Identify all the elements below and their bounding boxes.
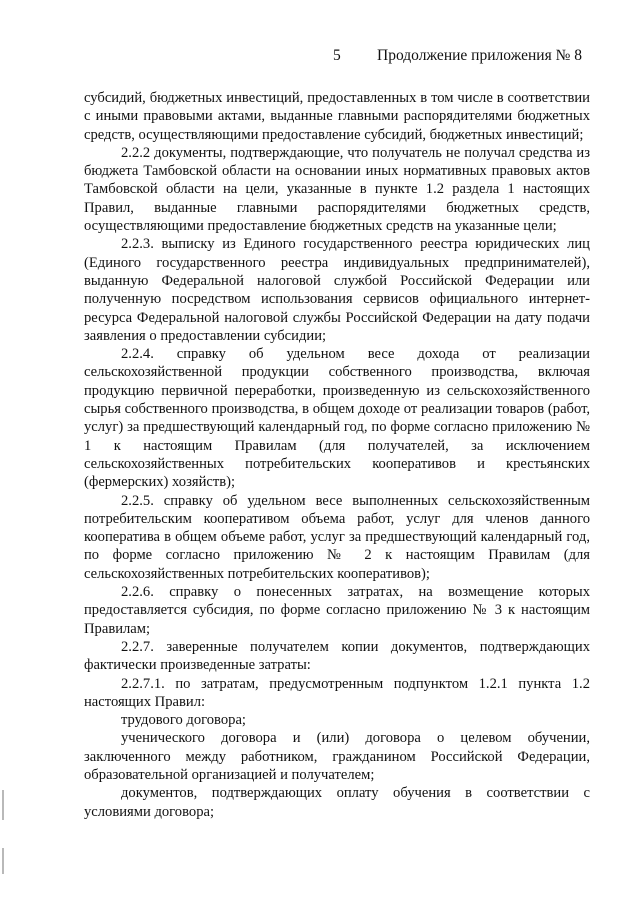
appendix-continuation-title: Продолжение приложения № 8	[377, 47, 582, 64]
paragraph-2-2-4: 2.2.4. справку об удельном весе дохода от реализации сельскохозяйственной продукции собственного производства, включая продукцию первичной переработки, произведенную из сельскохозяйственного сырья собственного производства, в общем доходе от реализации товаров (работ, услуг) за предшествующий календарный год, по форме согласно приложению № 1 к настоящим Правилам (для получателей, за исключением сельскохозяйственных потребительских кооперативов и крестьянских (фермерских) хозяйств);	[84, 346, 590, 491]
document-body	[84, 89, 590, 821]
paragraph-continuation: субсидий, бюджетных инвестиций, предоставленных в том числе в соответствии с иными правовыми актами, выданные главными распорядителями бюджетных средств, осуществляющими предоставление субсидий, бюджетных инвестиций;	[84, 90, 590, 143]
list-item-apprenticeship-contract: ученического договора и (или) договора о целевом обучении, заключенного между работником, гражданином Российской Федерации, образовательной организацией и получателем;	[84, 730, 590, 783]
paragraph-2-2-3: 2.2.3. выписку из Единого государственного реестра юридических лиц (Единого государственного реестра индивидуальных предпринимателей), выданную Федеральной налоговой службой Российской Федерации или полученную посредством использования сервисов официального интернет-ресурса Федеральной налоговой службы Российской Федерации на дату подачи заявления о предоставлении субсидии;	[84, 236, 590, 344]
scan-edge-mark	[2, 848, 4, 874]
paragraph-2-2-7-1: 2.2.7.1. по затратам, предусмотренным подпунктом 1.2.1 пункта 1.2 настоящих Правил:	[84, 675, 590, 710]
scan-edge-mark	[2, 790, 4, 820]
page-header	[0, 47, 640, 67]
paragraph-2-2-5: 2.2.5. справку об удельном весе выполненных сельскохозяйственным потребительским кооперативом объема работ, услуг для членов данного кооператива в общем объеме работ, услуг за предшествующий календарный год, по форме согласно приложению № 2 к настоящим Правилам (для сельскохозяйственных потребительских кооперативов);	[84, 492, 590, 582]
paragraph-2-2-6: 2.2.6. справку о понесенных затратах, на возмещение которых предоставляется субсидия, по форме согласно приложению № 3 к настоящим Правилам;	[84, 584, 590, 637]
paragraph-2-2-2: 2.2.2 документы, подтверждающие, что получатель не получал средства из бюджета Тамбовской области на основании иных нормативных правовых актов Тамбовской области на цели, указанные в пункте 1.2 раздела 1 настоящих Правил, выданные главными распорядителями бюджетных средств, осуществляющими предоставление бюджетных средств на указанные цели;	[84, 144, 590, 235]
paragraph-2-2-7: 2.2.7. заверенные получателем копии документов, подтверждающих фактически произведенные затраты:	[84, 638, 590, 674]
list-item-employment-contract: трудового договора;	[121, 712, 246, 729]
page-number: 5	[333, 47, 341, 64]
list-item-payment-documents: документов, подтверждающих оплату обучения в соответствии с условиями договора;	[84, 785, 590, 820]
